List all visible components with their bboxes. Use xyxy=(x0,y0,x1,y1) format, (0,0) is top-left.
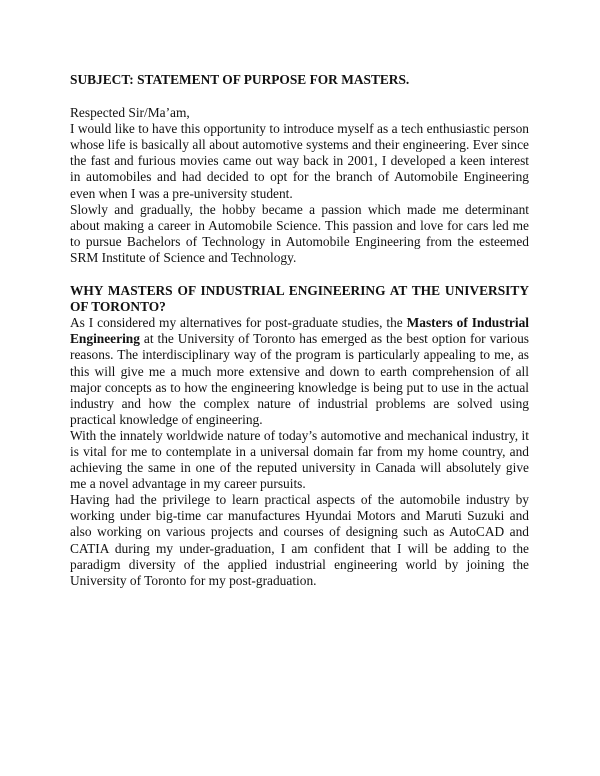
subject-line: SUBJECT: STATEMENT OF PURPOSE FOR MASTERS. xyxy=(70,72,410,87)
paragraph-global: With the innately worldwide nature of today’s automotive and mechanical industry, it is vital for me to contemplate in a universal domain far from my home country, and achieving the same in one of the reputed university in Canada will absolutely give me a novel advantage in my career pursuits. xyxy=(70,427,529,492)
paragraph-why-toronto-start: As I considered my alternatives for post-graduate studies, the xyxy=(70,315,407,331)
paragraph-intro: I would like to have this opportunity to introduce myself as a tech enthusiastic person whose life is basically all about automotive systems and their engineering. Ever since the fast and furious movies came out way back in 2001, I developed a keen interest in automobiles and had decided to opt for the branch of Automobile Engineering even when I was a pre-university student. xyxy=(70,121,529,201)
section-heading: WHY MASTERS OF INDUSTRIAL ENGINEERING AT THE UNIVERSITY OF TORONTO? xyxy=(70,283,529,315)
program-name: Masters of Industrial Engineering xyxy=(70,315,529,347)
paragraph-passion: Slowly and gradually, the hobby became a passion which made me determinant about making a career in Automobile Science. This passion and love for cars led me to pursue Bachelors of Technology in Automobile Engineering from the esteemed SRM Institute of Science and Technology. xyxy=(70,201,529,265)
paragraph-why-toronto-end: at the University of Toronto has emerged as the best option for various reasons. The interdisciplinary way of the program is particularly appealing to me, as this will give me a much more extensive and down to earth comprehension of all major concepts as to how the engineering knowledge is being put to use in the actual industry and how the complex nature of industrial problems are solved using practical knowledge of engineering. xyxy=(70,331,529,427)
paragraph-experience: Having had the privilege to learn practical aspects of the automobile industry by working under big-time car manufactures Hyundai Motors and Maruti Suzuki and also working on various projects and courses of designing such as AutoCAD and CATIA during my under-graduation, I am confident that I will be adding to the paradigm diversity of the applied industrial engineering world by joining the University of Toronto for my post-graduation. xyxy=(70,492,529,588)
paragraph-why-toronto xyxy=(70,315,529,428)
document-page xyxy=(70,72,529,589)
greeting: Respected Sir/Ma’am, xyxy=(70,105,190,121)
